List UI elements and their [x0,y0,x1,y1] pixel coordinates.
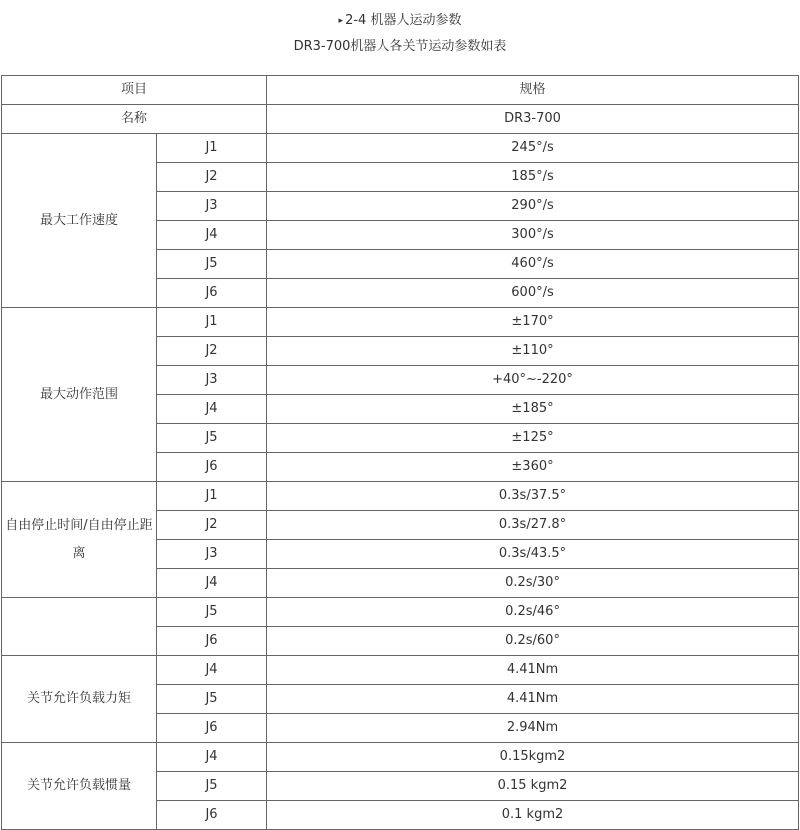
table-caption: DR3-700机器人各关节运动参数如表 [293,39,507,54]
joint-cell: J6 [157,279,267,308]
table-row [2,134,799,163]
group-label-cell [2,598,157,656]
table-row [2,656,799,685]
name-label-cell: 名称 [2,105,267,134]
joint-cell: J4 [157,221,267,250]
joint-cell: J5 [157,772,267,801]
value-cell: 600°/s [267,279,799,308]
section-heading-text: 2-4 机器人运动参数 [345,13,462,28]
value-cell: ±185° [267,395,799,424]
value-cell: 0.3s/37.5° [267,482,799,511]
table-row [2,598,799,627]
value-cell: 300°/s [267,221,799,250]
joint-cell: J6 [157,714,267,743]
joint-cell: J5 [157,250,267,279]
group-label-cell: 最大动作范围 [2,308,157,482]
joint-cell: J4 [157,395,267,424]
value-cell: 0.2s/30° [267,569,799,598]
triangle-marker-icon: ▸ [338,16,344,26]
value-cell: 0.2s/60° [267,627,799,656]
value-cell: ±170° [267,308,799,337]
joint-cell: J4 [157,743,267,772]
value-cell: 290°/s [267,192,799,221]
joint-cell: J3 [157,366,267,395]
value-cell: 4.41Nm [267,685,799,714]
section-heading [0,0,800,33]
joint-cell: J1 [157,308,267,337]
joint-cell: J4 [157,569,267,598]
joint-cell: J6 [157,453,267,482]
header-spec-cell: 规格 [267,76,799,105]
table-body [2,76,799,830]
table-row [2,482,799,511]
joint-cell: J5 [157,598,267,627]
value-cell: 0.3s/27.8° [267,511,799,540]
joint-cell: J6 [157,627,267,656]
value-cell: 460°/s [267,250,799,279]
name-row [2,105,799,134]
joint-cell: J2 [157,511,267,540]
joint-cell: J3 [157,540,267,569]
joint-cell: J1 [157,134,267,163]
table-header-row [2,76,799,105]
name-value-cell: DR3-700 [267,105,799,134]
header-item-cell: 项目 [2,76,267,105]
value-cell: +40°~-220° [267,366,799,395]
value-cell: 0.3s/43.5° [267,540,799,569]
value-cell: 185°/s [267,163,799,192]
group-label-cell: 自由停止时间/自由停止距离 [2,482,157,598]
value-cell: 0.1 kgm2 [267,801,799,830]
table-row [2,308,799,337]
value-cell: 0.2s/46° [267,598,799,627]
joint-cell: J3 [157,192,267,221]
joint-cell: J5 [157,685,267,714]
value-cell: ±110° [267,337,799,366]
value-cell: 0.15kgm2 [267,743,799,772]
value-cell: 245°/s [267,134,799,163]
table-row [2,743,799,772]
value-cell: 0.15 kgm2 [267,772,799,801]
value-cell: ±125° [267,424,799,453]
joint-cell: J6 [157,801,267,830]
joint-cell: J2 [157,337,267,366]
motion-parameters-table [1,75,799,830]
value-cell: 4.41Nm [267,656,799,685]
joint-cell: J4 [157,656,267,685]
group-label-cell: 最大工作速度 [2,134,157,308]
group-label-cell: 关节允许负载力矩 [2,656,157,743]
joint-cell: J1 [157,482,267,511]
value-cell: 2.94Nm [267,714,799,743]
group-label-cell: 关节允许负载惯量 [2,743,157,830]
joint-cell: J2 [157,163,267,192]
value-cell: ±360° [267,453,799,482]
joint-cell: J5 [157,424,267,453]
